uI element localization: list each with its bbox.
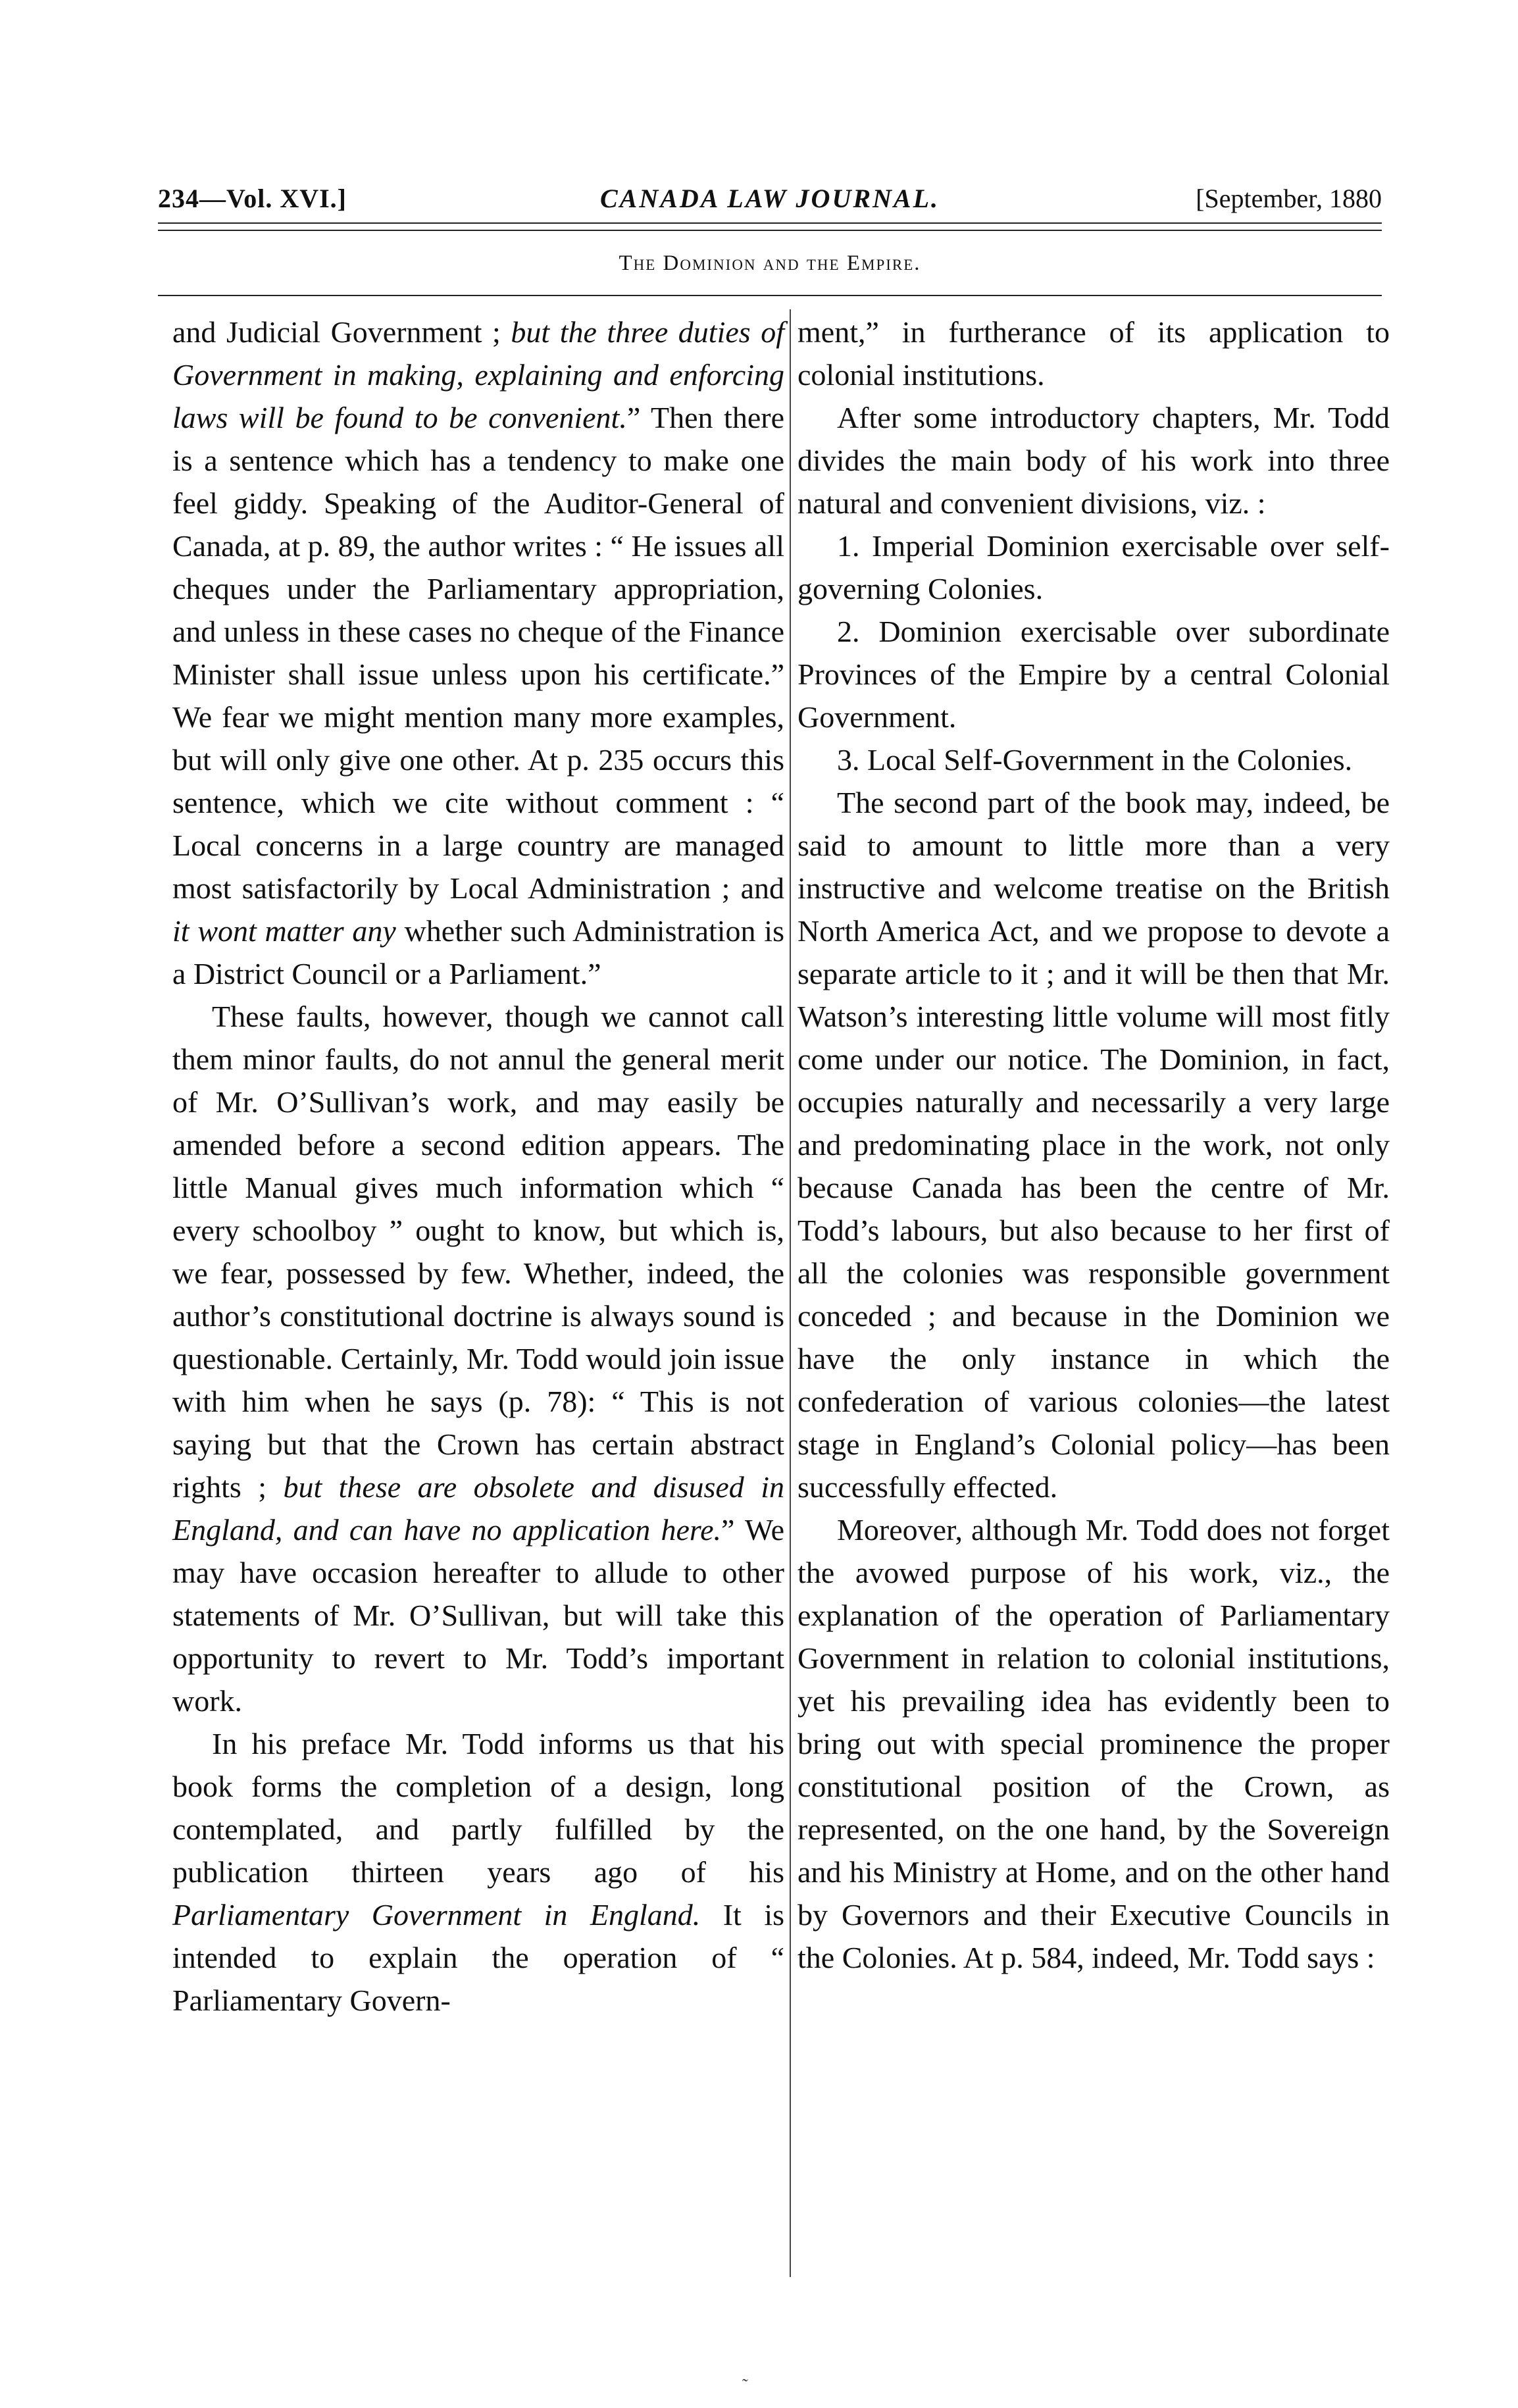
page-volume: 234—Vol. XVI.] — [158, 184, 347, 213]
issue-date: [September, 1880 — [1196, 184, 1382, 213]
footer-mark: ˜ — [742, 2376, 748, 2395]
paragraph — [172, 311, 784, 995]
paragraph: Moreover, although Mr. Todd does not forget the avowed purpose of his work, viz., the explanation of the operation of Parliamentary Government in relation to colonial institutions, yet his prevailing idea has evidently been to bring out with special prominence the proper constitutional position of the Crown, as represented, on the one hand, by the Sovereign and his Ministry at Home, and on the other hand by Governors and their Executive Councils in the Colonies. At p. 584, indeed, Mr. Todd says : — [797, 1513, 1390, 1974]
column-divider — [790, 309, 791, 2277]
text-run: whether such Administration is a District Council or a Parliament.” — [172, 914, 784, 990]
list-item: 3. Local Self-Government in the Colonies. — [837, 743, 1353, 777]
paragraph: ment,” in furtherance of its application to colonial institutions. — [797, 315, 1390, 392]
paragraph: After some introductory chapters, Mr. Todd divides the main body of his work into three natural and convenient divisions, viz. : — [797, 401, 1390, 520]
list-item: 1. Imperial Dominion exercisable over self-governing Colonies. — [797, 529, 1390, 605]
heading-rule — [158, 295, 1382, 296]
text-run: In his preface Mr. Todd informs us that his book forms the completion of a design, long contemplated, and partly fulfilled by the publication thirteen years ago of his — [172, 1727, 784, 1889]
right-column — [797, 311, 1390, 1979]
text-run: It is intended to explain the operation of “ Parliamentary Govern- — [172, 1898, 785, 2017]
italic-text-run: Parliamentary Government in England. — [172, 1898, 701, 1932]
italic-text-run: it wont matter any — [172, 914, 396, 948]
italic-text-run: but the three duties of Government in making, explaining and enforcing laws will be found to be convenient. — [172, 315, 784, 434]
running-header — [158, 179, 1382, 218]
paragraph — [172, 995, 784, 1722]
text-run: and Judicial Government ; — [172, 315, 511, 349]
left-column — [172, 311, 784, 2022]
text-run: ” Then there is a sentence which has a tendency to make one feel giddy. Speaking of the Auditor-General of Canada, at p. 89, the author writes : “ He issues all cheques under the Parliamentary appropriation, and unless in these cases no cheque of the Finance Minister shall issue unless upon his certificate.” We fear we might mention many more examples, but will only give one other. At p. 235 occurs this sentence, which we cite without comment : “ Local concerns in a large country are managed most satisfactorily by Local Administration ; and — [172, 401, 784, 905]
text-run: These faults, however, though we cannot call them minor faults, do not annul the general merit of Mr. O’Sullivan’s work, and may easily be amended before a second edition appears. The little Manual gives much information which “ every schoolboy ” ought to know, but which is, we fear, possessed by few. Whether, indeed, the author’s constitutional doctrine is always sound is questionable. Certainly, Mr. Todd would join issue with him when he says (p. 78): “ This is not saying but that the Crown has certain abstract rights ; — [172, 1000, 784, 1504]
list-item: 2. Dominion exercisable over subordinate Provinces of the Empire by a central Colonial Government. — [797, 615, 1390, 734]
paragraph: The second part of the book may, indeed, be said to amount to little more than a very instructive and welcome treatise on the British North America Act, and we propose to devote a separate article to it ; and it will be then that Mr. Watson’s interesting little volume will most fitly come under our notice. The Dominion, in fact, occupies naturally and necessarily a very large and predominating place in the work, not only because Canada has been the centre of Mr. Todd’s labours, but also because to her first of all the colonies was responsible government conceded ; and because in the Dominion we have the only instance in which the confederation of various colonies—the latest stage in England’s Colonial policy—has been successfully effected. — [797, 786, 1390, 1504]
journal-title: CANADA LAW JOURNAL. — [599, 184, 940, 213]
paragraph — [172, 1722, 784, 2022]
italic-text-run: but these are obsolete and disused in England, and can have no application here. — [172, 1470, 785, 1547]
section-heading: The Dominion and the Empire. — [619, 251, 921, 275]
header-double-rule — [158, 222, 1382, 231]
text-run: ” We may have occasion hereafter to allude to other statements of Mr. O’Sullivan, but will take this opportunity to revert to Mr. Todd’s important work. — [172, 1513, 784, 1718]
